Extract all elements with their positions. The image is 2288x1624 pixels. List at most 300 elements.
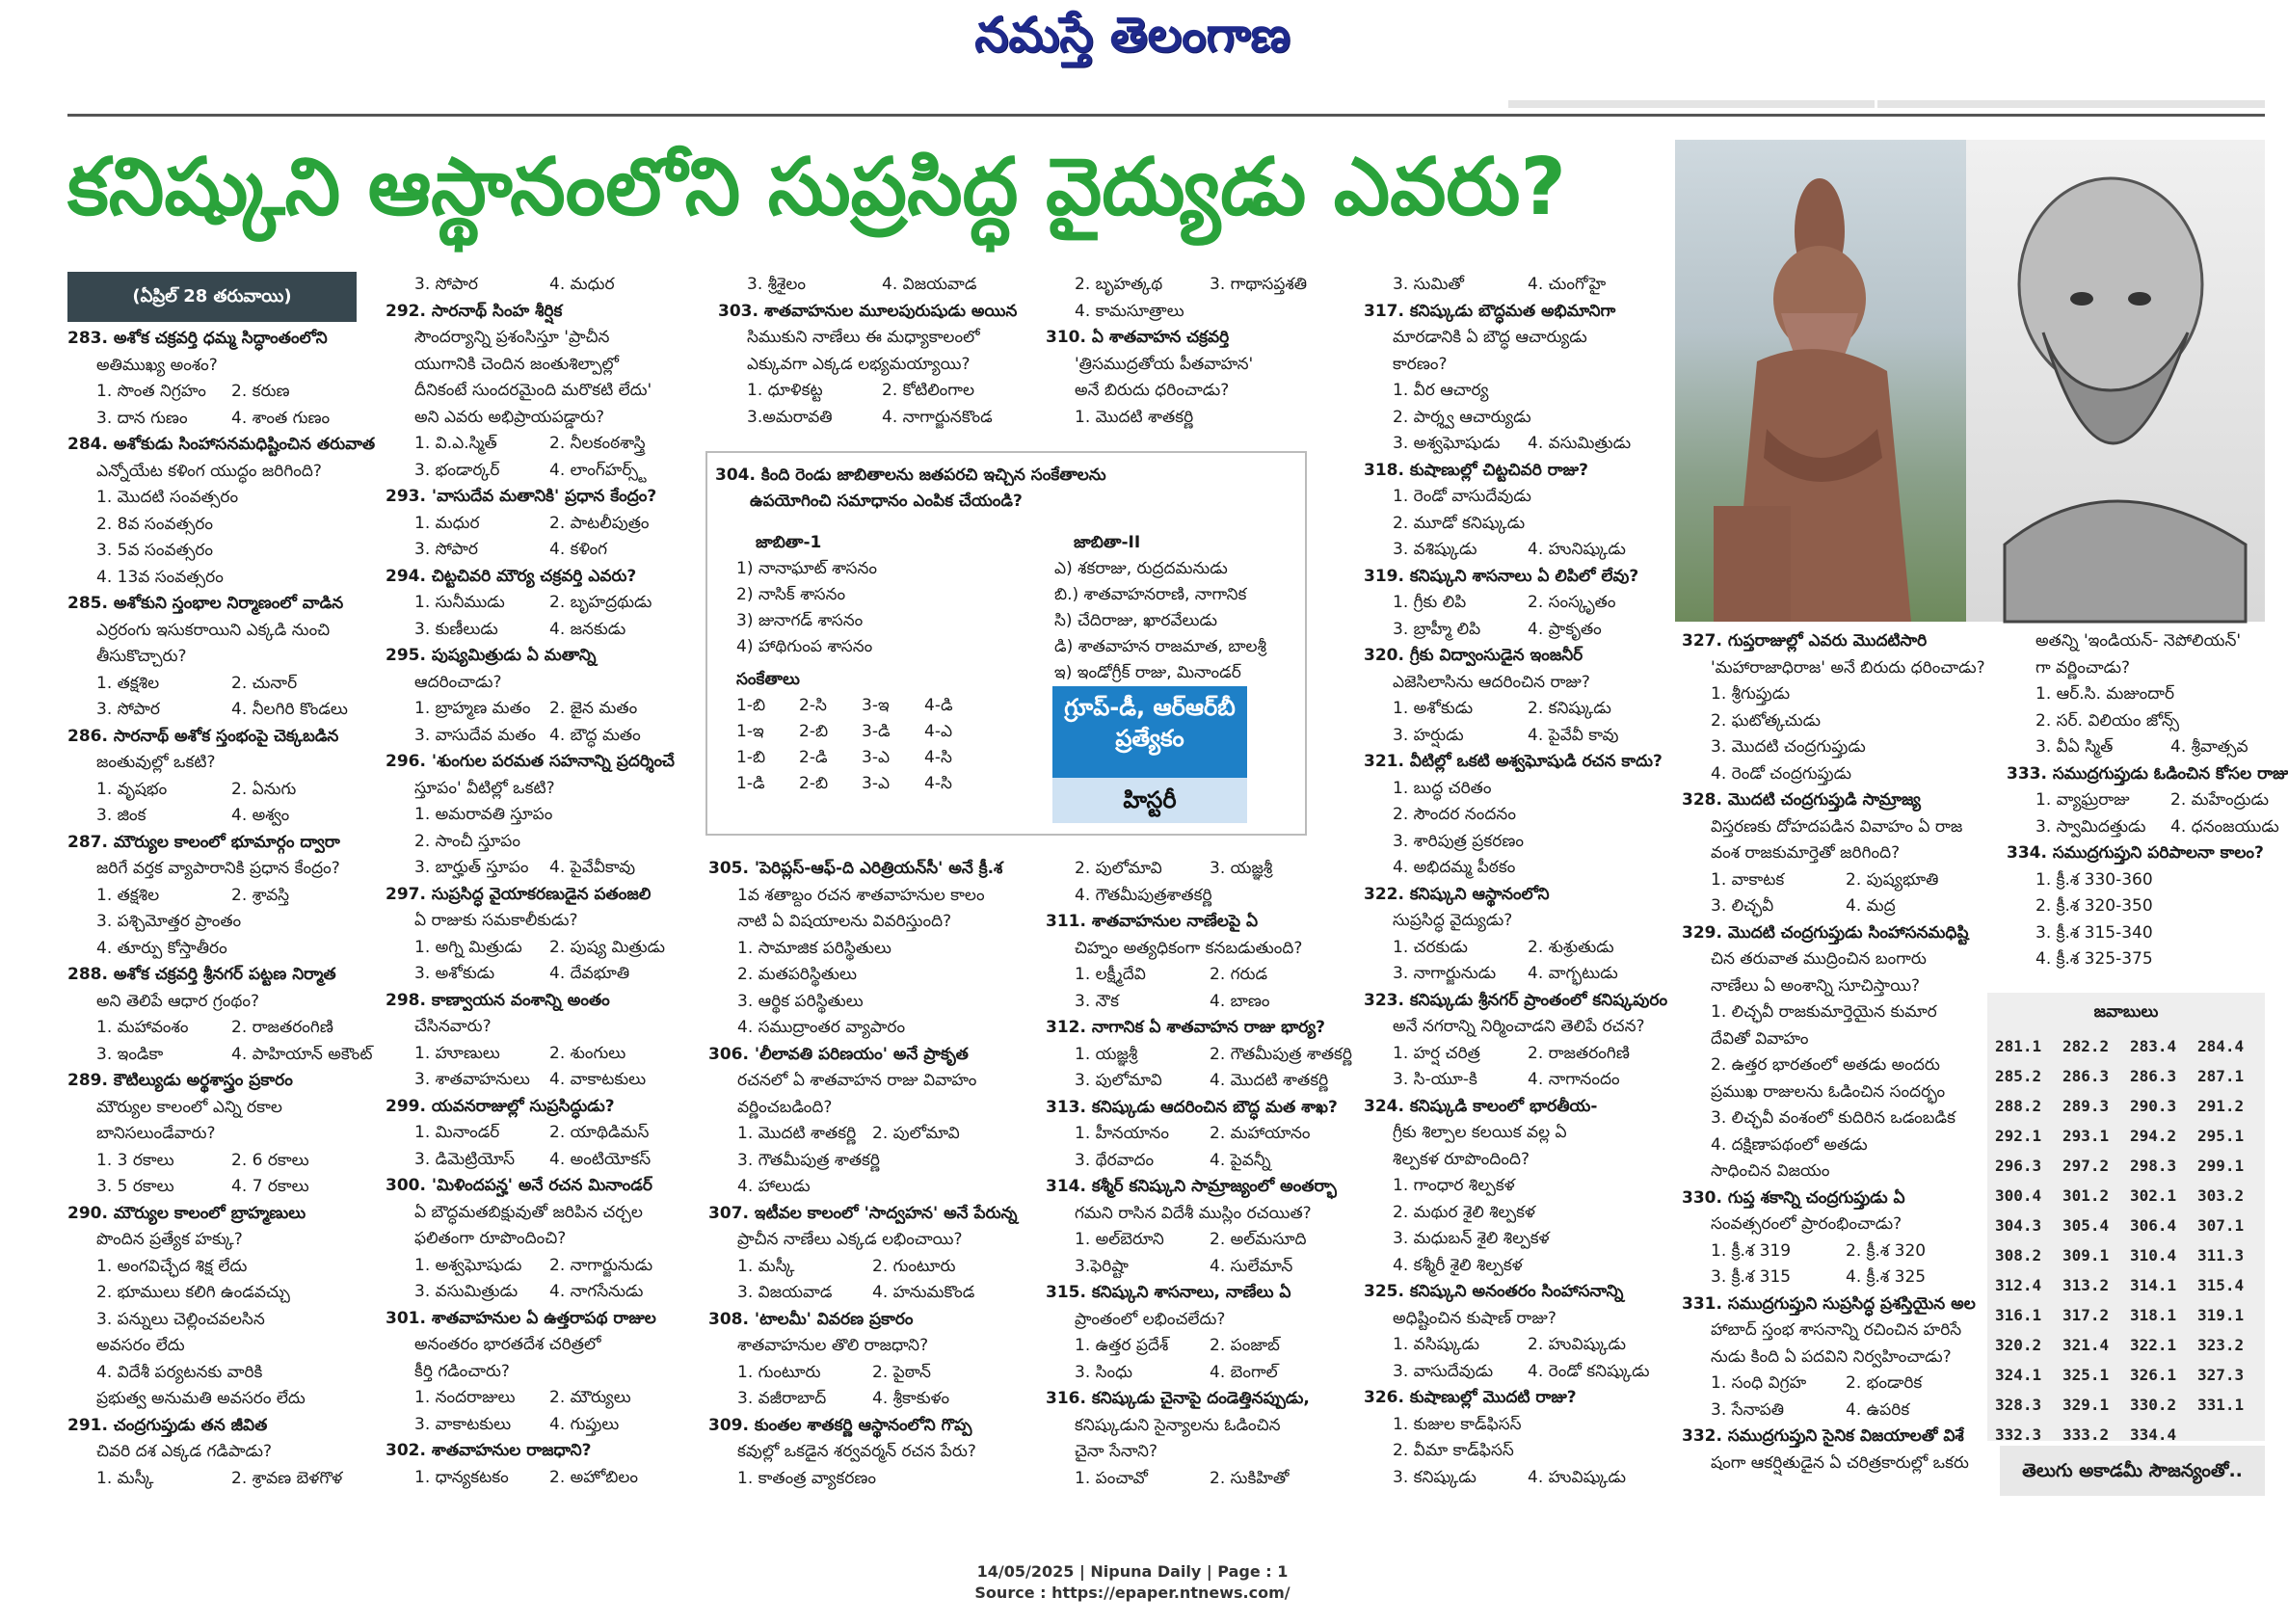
- answer-option-pair: [386, 431, 704, 458]
- question-text: 308. 'టాలమీ' వివరణ ప్రకారం: [708, 1309, 914, 1329]
- answer-option: 3. డిమెట్రియోస్: [414, 1149, 516, 1169]
- question-column-5: [1364, 272, 1682, 1515]
- answer-option: 4. రెండో కనిష్కుడు: [1528, 1361, 1650, 1381]
- code-cell: 4-సి: [924, 748, 952, 767]
- question-continuation: శిల్పకళ రూపొందింది?: [1393, 1149, 1530, 1169]
- question-continuation: అని ఎవరు అభిప్రాయపడ్డారు?: [414, 407, 604, 427]
- question-continuation: ఎక్కువగా ఎక్కడ లభ్యమయ్యాయి?: [747, 354, 971, 374]
- answer-option: 4. సులేమాన్: [1210, 1256, 1293, 1276]
- question-text: 289. కౌటిల్యుడు అర్థశాస్త్రం ప్రకారం: [67, 1071, 293, 1090]
- question-text: 321. వీటిల్లో ఒకటి అశ్వఘోషుడి రచన కాదు?: [1364, 752, 1663, 771]
- question-continuation: సిముకుని నాణేలు ఈ మధ్యాకాలంలో: [747, 328, 980, 347]
- answer-option: 1. లక్ష్మీదేవి: [1075, 965, 1146, 984]
- question-text: 302. శాతవాహనుల రాజధాని?: [386, 1441, 592, 1460]
- answer-option: 2. సౌందర నందనం: [1393, 805, 1516, 824]
- answer-option: 2. సర్. విలియం జోన్స్: [2035, 710, 2179, 731]
- list-1-title: జాబితా-1: [756, 533, 822, 552]
- answer-cell: 289.3: [2062, 1097, 2110, 1115]
- code-cell: 3-ఎ: [862, 748, 891, 767]
- date-tag: (ఏప్రిల్ 28 తరువాయి): [67, 272, 357, 322]
- question-continuation: బానిసలుండేవారు?: [96, 1124, 216, 1143]
- answer-option: 4. పాహియాన్ అకౌంట్: [231, 1044, 373, 1064]
- answer-option-pair: [1364, 1359, 1682, 1386]
- answer-option: 2. కోటిలింగాల: [882, 381, 974, 400]
- answer-option: 1. వసిష్కుడు: [1393, 1335, 1480, 1354]
- question-text: 301. శాతవాహనుల ఏ ఉత్తరాపథ రాజుల: [386, 1308, 656, 1328]
- question-continuation: వర్ణించబడింది?: [737, 1097, 833, 1117]
- answer-option: 4. గౌతమీపుత్రశాతకర్ణి: [1075, 885, 1212, 905]
- code-cell: 1-బి: [736, 748, 766, 767]
- question-continuation: సుప్రసిద్ధ వైద్యుడు?: [1393, 911, 1513, 930]
- answer-key-title: జవాబులు: [2093, 1002, 2159, 1022]
- code-option: [736, 771, 987, 797]
- answer-cell: 312.4: [1995, 1276, 2042, 1294]
- answer-option: 3. సింధు: [1075, 1362, 1133, 1382]
- answer-option: 2. 6 రకాలు: [231, 1150, 309, 1170]
- code-option: [736, 719, 987, 745]
- statue-photo: [1675, 140, 1966, 622]
- answer-cell: 291.2: [2197, 1097, 2245, 1115]
- code-cell: 4-ఎ: [924, 722, 953, 741]
- answer-option-pair: [386, 590, 704, 617]
- answer-option-pair: [67, 777, 366, 804]
- answer-option: 4. ఉపరిక: [1846, 1399, 1910, 1420]
- answer-option: 2. పైఠాన్: [872, 1362, 931, 1382]
- answer-option: 2. శుంగులు: [549, 1043, 626, 1063]
- answer-cell: 305.4: [2062, 1216, 2110, 1235]
- answer-option: 4. పైవన్నీ: [1210, 1150, 1271, 1170]
- answer-cell: 303.2: [2197, 1186, 2245, 1205]
- answer-option: 3. మొదటి చంద్రగుప్తుడు: [1711, 737, 1866, 757]
- answer-option: 4. మధుర: [549, 275, 615, 294]
- answer-option: 4. రెండో చంద్రగుప్తుడు: [1711, 763, 1852, 784]
- answer-option: 1. కుజుల కాడ్‌ఫిసస్: [1393, 1414, 1522, 1434]
- answer-option: 4. కామసూత్రాలు: [1075, 301, 1184, 321]
- answer-option: 1. గాంధార శిల్పకళ: [1393, 1176, 1515, 1195]
- answer-option: 2. సుకిహితో: [1210, 1468, 1290, 1488]
- answer-cell: 319.1: [2197, 1306, 2245, 1324]
- answer-option: 3. కుణీలుడు: [414, 619, 498, 639]
- code-cell: 2-డి: [799, 748, 828, 767]
- question-text: 330. గుప్త శకాన్ని చంద్రగుప్తుడు ఏ: [1682, 1187, 1905, 1208]
- answer-option: 4. హునిష్కుడు: [1528, 540, 1626, 559]
- answer-option: 3. బ్రాహ్మీ లిపి: [1393, 619, 1481, 639]
- answer-option: 2. పులోమావి: [872, 1124, 960, 1143]
- answer-option-pair: [708, 1121, 1046, 1148]
- answer-option: 3. దాన గుణం: [96, 408, 188, 428]
- answer-option: 3. పులోమావి: [1075, 1071, 1162, 1090]
- answer-cell: 288.2: [1995, 1097, 2042, 1115]
- question-continuation: అనే బిరుదు ధరించాడు?: [1075, 381, 1230, 400]
- answer-option-pair: [386, 855, 704, 882]
- answer-option-pair: [386, 617, 704, 644]
- list-1: [736, 530, 1045, 660]
- question-continuation: సాధించిన విజయం: [1711, 1161, 1830, 1181]
- question-continuation: గా వర్ణించాడు?: [2035, 657, 2131, 678]
- answer-option: 1. వీర ఆచార్య: [1393, 381, 1489, 400]
- answer-option: 3. హర్షుడు: [1393, 725, 1464, 745]
- question-continuation: సంవత్సరంలో ప్రారంభించాడు?: [1711, 1214, 1902, 1234]
- question-text: 318. కుషాణుల్లో చిట్టచివరి రాజు?: [1364, 460, 1588, 480]
- answer-option-pair: [1682, 1371, 1990, 1398]
- question-continuation: ప్రముఖ రాజులను ఓడించిన సందర్భం: [1711, 1081, 1946, 1102]
- answer-cell: 285.2: [1995, 1067, 2042, 1085]
- answer-option: 3. అశ్వఘోషుడు: [1393, 434, 1501, 453]
- question-continuation: రచనలో ఏ శాతవాహన రాజు వివాహం: [737, 1071, 977, 1090]
- answer-cell: 323.2: [2197, 1336, 2245, 1354]
- answer-option: 4. జనకుడు: [549, 619, 626, 639]
- answer-cell: 310.4: [2130, 1246, 2177, 1265]
- question-continuation: చిహ్నం అత్యధికంగా కనబడుతుంది?: [1075, 938, 1303, 958]
- engraving-portrait: [1966, 140, 2265, 622]
- answer-cell: 320.2: [1995, 1336, 2042, 1354]
- list-2-title: జాబితా-II: [1074, 533, 1141, 552]
- answer-option: 2. జైన మతం: [549, 699, 638, 718]
- answer-cell: 304.3: [1995, 1216, 2042, 1235]
- answer-option: 2. ఉత్తర భారతంలో అతడు అందరు: [1711, 1055, 1940, 1075]
- list-1-item: 2) నాసిక్ శాసనం: [736, 585, 846, 604]
- answer-option: 3. క్రీ.శ 315-340: [2035, 922, 2153, 943]
- answer-cell: 315.4: [2197, 1276, 2245, 1294]
- answer-option: 1. నందరాజులు: [414, 1388, 516, 1407]
- answer-option: 3. వశిష్కుడు: [1393, 540, 1477, 559]
- answer-option-pair: [386, 537, 704, 564]
- question-text: 300. 'మిళిందపన్హ' అనే రచన మినాండర్: [386, 1176, 652, 1195]
- answer-cell: 295.1: [2197, 1127, 2245, 1145]
- list-2-item: ఇ) ఇండోగ్రీక్ రాజు, మినాండర్: [1054, 663, 1241, 682]
- question-text: 288. అశోక చక్రవర్తి శ్రీనగర్ పట్టణ నిర్మాత: [67, 965, 336, 984]
- answer-option-pair: [1046, 1042, 1364, 1069]
- answer-option-pair: [2007, 734, 2265, 761]
- question-text: 319. కనిష్కుని శాసనాలు ఏ లిపిలో లేవు?: [1364, 566, 1639, 586]
- answer-option-pair: [1046, 1227, 1364, 1254]
- question-continuation: విస్తరణకు దోహదపడిన వివాహం ఏ రాజ: [1711, 816, 1963, 837]
- answer-option: 1. శ్రీగుప్తుడు: [1711, 684, 1791, 704]
- answer-option-pair: [1682, 1238, 1990, 1265]
- answer-row: [1995, 1061, 2265, 1091]
- answer-option-pair: [1046, 962, 1364, 989]
- question-continuation: గ్రీకు శిల్పాల కలయిక వల్ల ఏ: [1393, 1123, 1567, 1142]
- question-text: 290. మౌర్యుల కాలంలో బ్రాహ్మణులు: [67, 1203, 306, 1223]
- match-question-header: [715, 463, 1293, 515]
- answer-option: 4. నాగసేనుడు: [549, 1282, 644, 1301]
- answer-option: 1. వృషభం: [96, 779, 168, 799]
- answer-option: 4. దేవభూతి: [549, 964, 630, 983]
- answer-option: 3. భండార్కర్: [414, 460, 500, 480]
- answer-option: 3. వీఏ స్మిత్: [2035, 737, 2114, 757]
- courtesy-note: తెలుగు అకాడమీ సౌజన్యంతో..: [2000, 1446, 2265, 1496]
- answer-option-pair: [1046, 272, 1373, 299]
- answer-option: 4. విజయవాడ: [882, 275, 977, 294]
- answer-option: 2. ఏనుగు: [231, 779, 297, 799]
- answer-option-pair: [67, 671, 366, 698]
- answer-option-pair: [1364, 1465, 1682, 1492]
- match-question-line1: 304. కింది రెండు జాబితాలను జతపరచి ఇచ్చిన సంకేతాలను: [715, 466, 1106, 485]
- answer-option-pair: [1046, 1333, 1364, 1360]
- page-footer: [819, 1561, 1446, 1604]
- answer-option-pair: [67, 883, 366, 910]
- question-column-6: [1682, 628, 1990, 1515]
- answer-option: 2. గౌతమీపుత్ర శాతకర్ణి: [1210, 1044, 1352, 1064]
- sage-statue-image: [1675, 140, 1966, 622]
- answer-option-pair: [708, 1254, 1046, 1281]
- answer-option: 1. సామాజిక పరిస్థితులు: [737, 938, 891, 958]
- code-cell: 1-డి: [736, 774, 765, 793]
- answer-cell: 283.4: [2130, 1037, 2177, 1055]
- question-text: 320. గ్రీకు విద్వాంసుడైన ఇంజనీర్: [1364, 646, 1583, 665]
- question-continuation: అవసరం లేదు: [96, 1336, 185, 1355]
- answer-cell: 332.3: [1995, 1425, 2042, 1444]
- answer-option: 4. బాణం: [1210, 991, 1270, 1011]
- answer-option: 2. హువిష్కుడు: [1528, 1335, 1626, 1354]
- answer-cell: 311.3: [2197, 1246, 2245, 1265]
- answer-option: 2. చునార్: [231, 673, 298, 693]
- question-column-4-top: [1046, 272, 1373, 445]
- answer-option: 3. క్రీ.శ 315: [1711, 1267, 1792, 1287]
- answer-option-pair: [1046, 856, 1364, 883]
- answer-cell: 327.3: [2197, 1366, 2245, 1384]
- answer-option-pair: [386, 1253, 704, 1280]
- question-continuation: ఎజెసిలాసిను ఆదరించిన రాజు?: [1393, 672, 1590, 692]
- code-option: [736, 693, 987, 719]
- list-2-item: సి) చేదిరాజు, ఖారవేలుడు: [1054, 611, 1217, 630]
- header-divider-right: [1877, 100, 2265, 108]
- question-text: 299. యవనరాజుల్లో సుప్రసిద్ధుడు?: [386, 1096, 615, 1116]
- code-cell: 2-సి: [799, 696, 827, 715]
- answer-option: 3. జింక: [96, 806, 146, 825]
- answer-option: 3. 5వ సంవత్సరం: [96, 541, 214, 560]
- question-continuation: ప్రభుత్వ అనుమతి అవసరం లేదు: [96, 1389, 306, 1408]
- answer-option-pair: [2007, 814, 2279, 841]
- answer-option: 3. థేరవాదం: [1075, 1150, 1155, 1170]
- answer-option: 1. క్రీ.శ 319: [1711, 1240, 1792, 1261]
- answer-option: 4. వాగ్భటుడు: [1528, 964, 1618, 983]
- answer-option: 4. అశ్వం: [231, 806, 290, 825]
- answer-option: 2. పంజాబ్: [1210, 1336, 1280, 1355]
- answer-cell: 297.2: [2062, 1157, 2110, 1175]
- badge-subject: హిస్టరీ: [1052, 778, 1247, 823]
- answer-option: 3. అశోకుడు: [414, 964, 495, 983]
- question-column-1: [67, 272, 376, 1515]
- answer-option-pair: [718, 378, 1046, 405]
- answer-option: 3. సోపార: [414, 540, 479, 559]
- question-continuation: ఎన్నోయేట కళింగ యుద్ధం జరిగింది?: [96, 461, 322, 481]
- answer-row: [1995, 1151, 2265, 1181]
- answer-option-pair: [67, 379, 366, 406]
- question-continuation: మారడానికి ఏ బౌద్ధ ఆచార్యుడు: [1393, 328, 1587, 347]
- code-cell: 3-ఎ: [862, 774, 891, 793]
- answer-option: 4. హనుమకొండ: [872, 1283, 975, 1302]
- answer-option: 1. అల్‌బెరూని: [1075, 1230, 1164, 1249]
- answer-option: 1. లిచ్ఛవీ రాజకుమార్తెయైన కుమార: [1711, 1002, 1937, 1022]
- question-text: 283. అశోక చక్రవర్తి ధమ్మ సిద్ధాంతంలోని: [67, 329, 328, 348]
- answer-option: 1. గుంటూరు: [737, 1362, 821, 1382]
- answer-cell: 300.4: [1995, 1186, 2042, 1205]
- answer-option: 2. కరుణ: [231, 382, 290, 401]
- question-continuation: దేవితో వివాహం: [1711, 1028, 1809, 1049]
- question-continuation: సౌందర్యాన్ని ప్రశంసిస్తూ 'ప్రాచీన: [414, 328, 610, 347]
- answer-option: 2. నీలకంఠశాస్త్రి: [549, 434, 646, 453]
- answer-option: 1. వ్యాఘ్రరాజు: [2035, 790, 2130, 810]
- answer-option: 3. లిచ్ఛవీ వంశంలో కుదిరిన ఒడంబడిక: [1711, 1108, 1955, 1128]
- answer-option: 1. చరకుడు: [1393, 937, 1468, 957]
- question-text: 303. శాతవాహనుల మూలపురుషుడు అయిన: [718, 301, 1018, 321]
- answer-option-pair: [1364, 537, 1682, 564]
- answer-option: 1. తక్షశిల: [96, 673, 160, 693]
- answer-option-pair: [1364, 935, 1682, 962]
- question-column-3-bottom: [708, 856, 1046, 1521]
- answer-option: 1. ఉత్తర ప్రదేశ్: [1075, 1336, 1169, 1355]
- answer-cell: 330.2: [2130, 1396, 2177, 1414]
- answer-option: 1. మొదటి శాతకర్ణి: [737, 1124, 857, 1143]
- code-cell: 1-ఇ: [736, 722, 764, 741]
- answer-option: 4. వాకాటకులు: [549, 1070, 647, 1089]
- answer-option-pair: [1364, 723, 1682, 750]
- answer-option-pair: [1682, 1398, 1990, 1424]
- answer-option-pair: [386, 696, 704, 723]
- answer-option: 3. స్వామిదత్తుడు: [2035, 816, 2146, 837]
- answer-option-pair: [67, 1015, 366, 1042]
- answer-option-pair: [1046, 1068, 1364, 1095]
- answer-option: 2. వీమా కాడ్‌ఫిసస్: [1393, 1441, 1514, 1460]
- question-continuation: ఏ రాజుకు సమకాలీకుడు?: [414, 911, 578, 930]
- answer-option-pair: [1682, 893, 1990, 920]
- answer-row: [1995, 1031, 2265, 1061]
- question-text: 314. కశ్మీర్ కనిష్కుని సామ్రాజ్యంలో అంతర్భా: [1046, 1177, 1337, 1196]
- question-continuation: ప్రాచీన నాణేలు ఎక్కడ లభించాయి?: [737, 1230, 963, 1249]
- question-continuation: ఏ బౌద్ధమతబిక్షువుతో జరిపిన చర్చల: [414, 1202, 643, 1222]
- answer-option: 2. యాథిడిమస్: [549, 1123, 650, 1142]
- answer-cell: 287.1: [2197, 1067, 2245, 1085]
- question-column-7: [2007, 628, 2288, 995]
- answer-cell: 294.2: [2130, 1127, 2177, 1145]
- question-text: 317. కనిష్కుడు బౌద్ధమత అభిమానిగా: [1364, 301, 1616, 321]
- answer-option: 2. భండారిక: [1846, 1373, 1923, 1393]
- answer-option: 2. కనిష్కుడు: [1528, 699, 1611, 718]
- answer-option: 3. ఆర్థిక పరిస్థితులు: [737, 991, 864, 1011]
- answer-option: 2. రాజతరంగిణి: [1528, 1043, 1630, 1063]
- bearded-man-engraving: [1966, 140, 2265, 622]
- answer-cell: 307.1: [2197, 1216, 2245, 1235]
- answer-option: 4. 7 రకాలు: [231, 1177, 309, 1196]
- page-headline: కనిష్కుని ఆస్థానంలోని సుప్రసిద్ధ వైద్యుడు ఎవరు?: [67, 142, 1566, 233]
- question-column-4-bottom: [1046, 856, 1364, 1521]
- answer-option: 2. బృహత్కథ: [1075, 275, 1163, 294]
- answer-option-pair: [1046, 1466, 1364, 1493]
- answer-option-pair: [1364, 272, 1682, 299]
- question-continuation: 'త్రిసముద్రతోయ పీతవాహన': [1075, 354, 1254, 374]
- question-text: 312. నాగానిక ఏ శాతవాహన రాజు భార్య?: [1046, 1018, 1326, 1037]
- answer-option: 4. హువిష్కుడు: [1528, 1467, 1626, 1487]
- answer-cell: 298.3: [2130, 1157, 2177, 1175]
- question-column-2: [386, 272, 704, 1515]
- answer-cell: 290.3: [2130, 1097, 2177, 1115]
- answer-option-pair: [1364, 1067, 1682, 1094]
- answer-option-pair: [1364, 431, 1682, 458]
- question-continuation: మౌర్యుల కాలంలో ఎన్ని రకాల: [96, 1097, 282, 1117]
- answer-option: 1. మస్కీ: [96, 1468, 154, 1488]
- answer-option: 3. సి-యూ-కి: [1393, 1070, 1477, 1089]
- answer-option: 1. అమరావతి స్తూపం: [414, 805, 553, 824]
- answer-option-pair: [386, 961, 704, 988]
- answer-cell: 318.1: [2130, 1306, 2177, 1324]
- answer-option: 3. విజయవాడ: [737, 1283, 833, 1302]
- question-text: 307. ఇటీవల కాలంలో 'సాద్వహన' అనే పేరున్న: [708, 1203, 1018, 1223]
- answer-option: 2. సంస్కృతం: [1528, 593, 1616, 612]
- answer-option-pair: [386, 1385, 704, 1412]
- answer-option: 1. మధుర: [414, 513, 480, 533]
- answer-option: 2. ఘటోత్కచుడు: [1711, 710, 1822, 731]
- answer-option: 2. బృహద్రథుడు: [549, 593, 652, 612]
- answer-option: 1. యజ్ఞశ్రీ: [1075, 1044, 1138, 1064]
- question-text: 298. కాణ్వాయన వంశాన్ని అంతం: [386, 990, 610, 1010]
- answer-option: 2. సాంచీ స్తూపం: [414, 831, 521, 851]
- question-continuation: కీర్తి గడించారు?: [414, 1361, 510, 1381]
- answer-option: 1. గ్రీకు లిపి: [1393, 593, 1467, 612]
- answer-option: 4. క్రీ.శ 325-375: [2035, 949, 2153, 969]
- question-continuation: 1వ శతాబ్దం రచన శాతవాహనుల కాలం: [737, 885, 985, 905]
- answer-option-pair: [1046, 989, 1364, 1016]
- answer-option-pair: [386, 1412, 704, 1439]
- answer-option: 3. సోపార: [414, 275, 479, 294]
- answer-option: 2. పార్శ్వ ఆచార్యుడు: [1393, 407, 1531, 427]
- answer-option: 1. అగ్ని మిత్రుడు: [414, 937, 522, 957]
- answer-option: 2. పులోమావి: [1075, 859, 1162, 878]
- question-continuation: అనే నగరాన్ని నిర్మించాడని తెలిపే రచన?: [1393, 1017, 1645, 1036]
- question-text: 329. మొదటి చంద్రగుప్తుడు సింహాసనమధిష్టి: [1682, 922, 1969, 943]
- answer-option: 1. మొదటి శాతకర్ణి: [1075, 407, 1194, 427]
- question-continuation: షంగా ఆకర్షితుడైన ఏ చరిత్రకారుల్లో ఒకరు: [1711, 1452, 1969, 1473]
- code-cell: 3-ఇ: [862, 696, 890, 715]
- answer-option: 4. నీలగిరి కొండలు: [231, 700, 348, 719]
- answer-option: 3. వాసుదేవ మతం: [414, 725, 537, 745]
- newspaper-logo: నమస్తే తెలంగాణ: [974, 6, 1290, 63]
- match-question-line2: ఉపయోగించి సమాధానం ఎంపిక చేయండి?: [750, 492, 1023, 511]
- answer-option: 3. సేనాపతి: [1711, 1399, 1785, 1420]
- answer-option: 3. శాతవాహనులు: [414, 1070, 530, 1089]
- list-1-item: 3) జునాగడ్ శాసనం: [736, 611, 864, 630]
- answer-option: 2. నాగార్జునుడు: [549, 1255, 653, 1275]
- question-text: 285. అశోకుని స్తంభాల నిర్మాణంలో వాడిన: [67, 594, 344, 613]
- question-text: 334. సముద్రగుప్తుని పరిపాలనా కాలం?: [2007, 843, 2264, 863]
- answer-option: 3. మధుబన్ శైలి శిల్పకళ: [1393, 1229, 1550, 1248]
- answer-option-pair: [386, 1120, 704, 1147]
- answer-row: [1995, 1360, 2265, 1390]
- answer-option: 1. మహావంశం: [96, 1018, 189, 1037]
- answer-option: 1. మినాండర్: [414, 1123, 500, 1142]
- answer-cell: 286.3: [2062, 1067, 2110, 1085]
- answer-option: 4. బెంగాల్: [1210, 1362, 1278, 1382]
- masthead-rule: [67, 114, 2265, 117]
- answer-option-pair: [67, 803, 366, 830]
- codes-block: [736, 667, 987, 797]
- answer-option: 4. మొదటి శాతకర్ణి: [1210, 1071, 1329, 1090]
- answer-option: 2. శుశ్రుతుడు: [1528, 937, 1614, 957]
- answer-row: [1995, 1181, 2265, 1211]
- question-text: 294. చిట్టచివరి మౌర్య చక్రవర్తి ఎవరు?: [386, 566, 637, 586]
- answer-cell: 313.2: [2062, 1276, 2110, 1294]
- answer-option: 2. భూములు కలిగి ఉండవచ్చు: [96, 1283, 290, 1302]
- answer-option: 4. నాగార్జునకొండ: [882, 407, 993, 427]
- answer-cell: 292.1: [1995, 1127, 2042, 1145]
- list-2-item: బి.) శాతవాహనరాణి, నాగానిక: [1054, 585, 1247, 604]
- answer-option: 4. ధనంజయుడు: [2170, 816, 2279, 837]
- code-cell: 3-డి: [862, 722, 891, 741]
- badge-title: [1052, 686, 1247, 778]
- answer-option: 3. పన్నులు చెల్లించవలసిన: [96, 1309, 265, 1329]
- answer-option: 2. మూడో కనిష్కుడు: [1393, 513, 1526, 533]
- answer-option-pair: [1046, 1148, 1364, 1175]
